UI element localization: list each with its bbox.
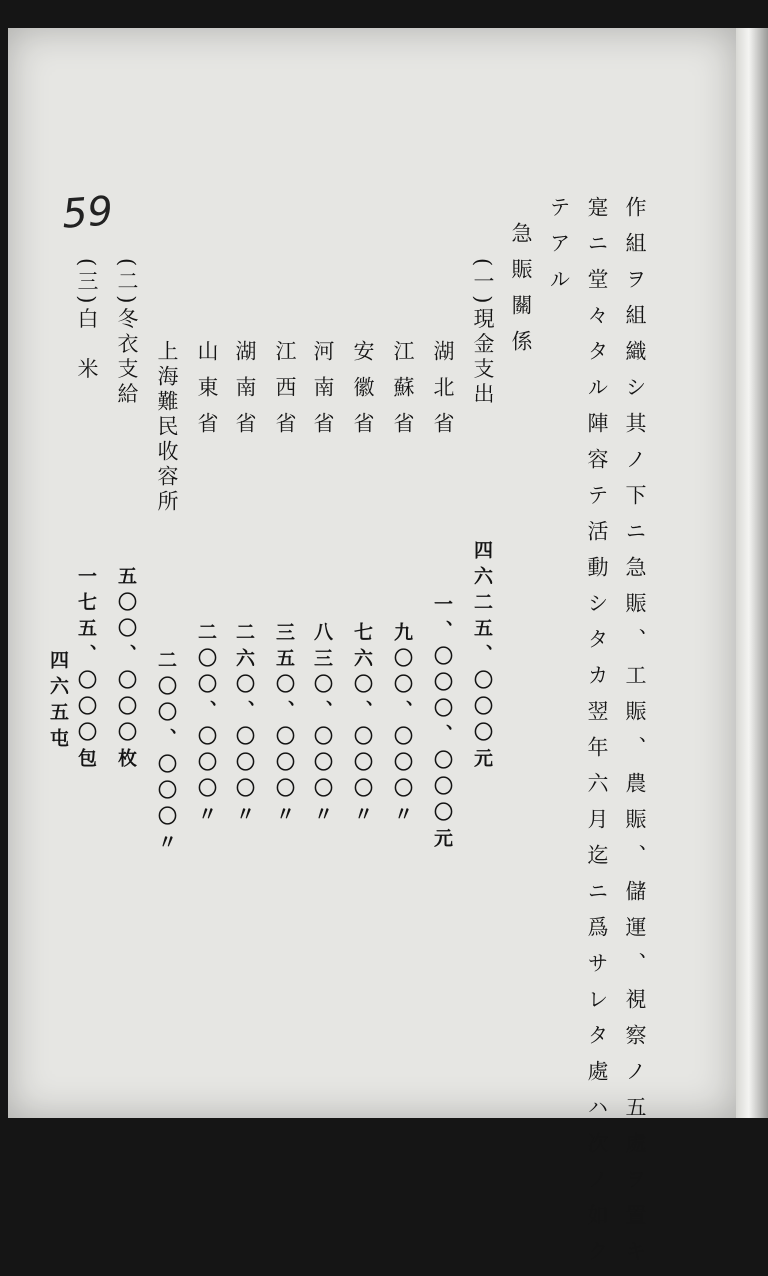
province-amount: 二六〇、〇〇〇〃 [233, 622, 255, 830]
body-text-line-1: 作組ヲ組織シ其ノ下ニ急賑、工賑、農賑、儲運、視察ノ五處ヲ置キ [623, 196, 647, 1276]
body-text-line-2: 寔ニ堂々タル陣容テ活動シタカ翌年六月迄ニ爲サレタ處ハ次ノ如ク [585, 196, 609, 1276]
body-text-line-3: テアル [547, 196, 571, 304]
province-amount: 七六〇、〇〇〇〃 [351, 622, 373, 830]
handwritten-page-number: 59 [60, 188, 115, 238]
page-binding-edge [736, 28, 768, 1118]
rice-label: (三)白 米 [75, 258, 99, 383]
province-name: 江蘇省 [391, 340, 415, 448]
province-name: 湖南省 [233, 340, 257, 448]
province-name: 安徽省 [351, 340, 375, 448]
province-name: 山東省 [195, 340, 219, 448]
province-amount: 三五〇、〇〇〇〃 [273, 622, 295, 830]
province-amount: 二〇〇、〇〇〇〃 [155, 650, 177, 858]
rice-amount: 一七五、〇〇〇包 [75, 566, 97, 774]
province-name: 江西省 [273, 340, 297, 448]
province-amount: 一、〇〇〇、〇〇〇元 [431, 594, 453, 854]
cash-expenditure-total: 四六二五、〇〇〇元 [471, 540, 493, 774]
rice-amount-tons: 四六五屯 [47, 650, 69, 754]
clothing-amount: 五〇〇、〇〇〇枚 [115, 566, 137, 774]
province-name: 河南省 [311, 340, 335, 448]
section-heading: 急賑關係 [509, 222, 533, 366]
cash-expenditure-label: (一)現金支出 [471, 258, 495, 408]
province-amount: 二〇〇、〇〇〇〃 [195, 622, 217, 830]
province-amount: 九〇〇、〇〇〇〃 [391, 622, 413, 830]
province-amount: 八三〇、〇〇〇〃 [311, 622, 333, 830]
province-name: 湖北省 [431, 340, 455, 448]
clothing-label: (二)冬衣支給 [115, 258, 139, 408]
province-name: 上海難民收容所 [155, 340, 179, 515]
